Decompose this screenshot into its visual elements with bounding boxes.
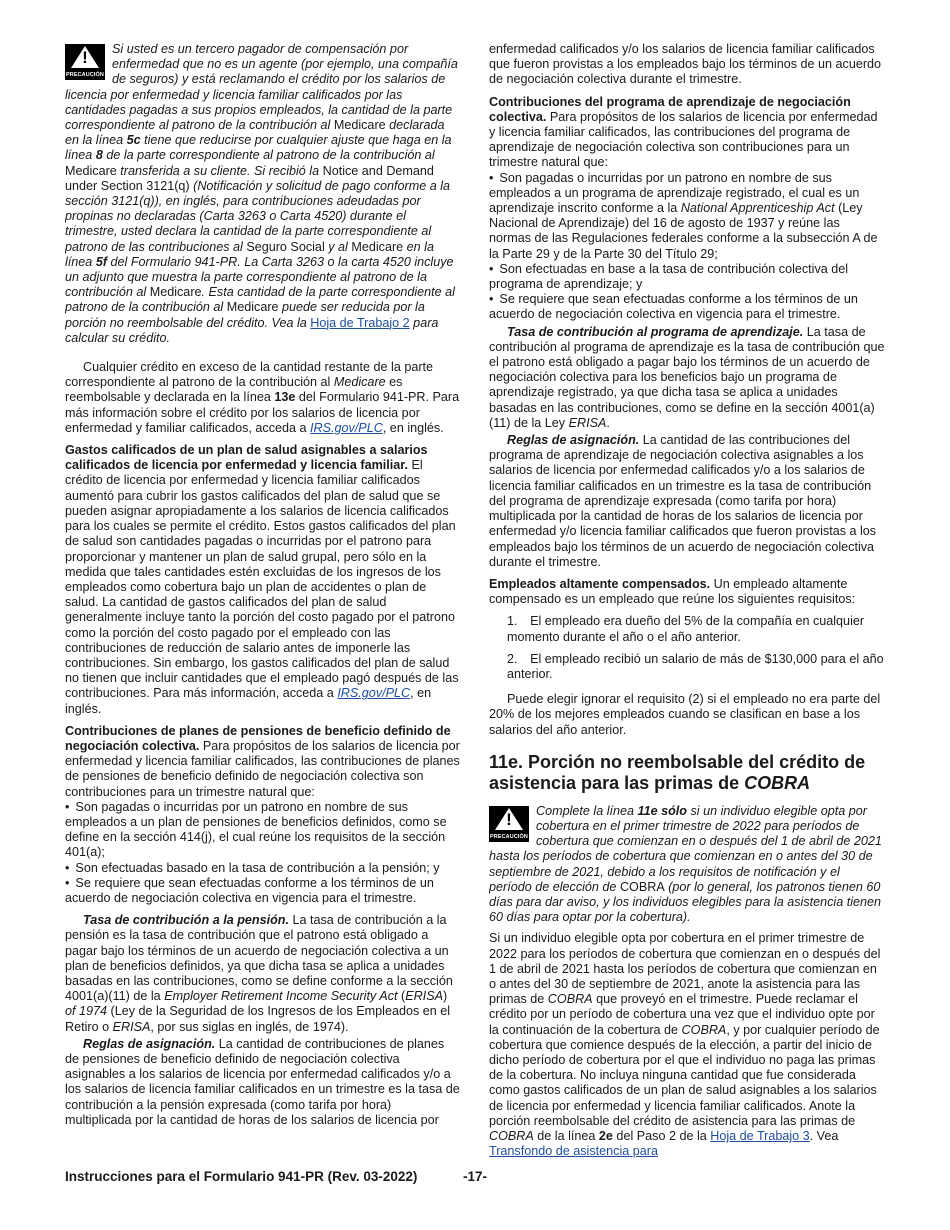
footer-title: Instrucciones para el Formulario 941-PR (Rev. 03-2022) (65, 1169, 418, 1184)
worksheet-3-link[interactable]: Hoja de Trabajo 3 (710, 1129, 810, 1143)
page-number: -17- (463, 1169, 488, 1184)
list-item: • Son pagadas o incurridas por un patrono en nombre de sus empleados a un plan de pensiones de beneficios definidos, como se define en la sección 414(j), el cual reúne los requisitos de la sección 401(a); (65, 799, 447, 860)
apprenticeship-bullet-list (489, 171, 885, 323)
paragraph-apprenticeship: Contribuciones del programa de aprendizaje de negociación colectiva. Para propósitos de los salarios de licencia por enfermedad y licencia familiar calificados, las contribuciones del programa de aprendizaje de negociación colectiva son contribuciones para un trimestre natural que: (489, 94, 878, 170)
paragraph-pension-rate: Tasa de contribución a la pensión. La tasa de contribución a la pensión es la tasa de contribución que el patrono está obligado a pagar bajo los términos de un acuerdo de negociación colectiva a un plan de beneficios definidos, ya que dicha tasa se aplica a unidades basadas en las contribuciones, como se define conforme a la sección 4001(a)(11) de la Employer Retirement Income Security Act (ERISA) of 1974 (Ley de la Seguridad de los Ingresos de los Empleados en el Retiro o ERISA, por sus siglas en inglés, de 1974). (65, 913, 453, 1034)
requirement-2: 2. El empleado recibió un salario de más de $130,000 para el año anterior. (507, 651, 884, 681)
paragraph-pension: Contribuciones de planes de pensiones de beneficio definido de negociación colectiva. Para propósitos de los salarios de licencia por enfermedad y licencia familiar calificados, las contribuciones de planes de pensiones de beneficio definido de negociación colectiva son contribuciones para un trimestre natural que: (65, 723, 460, 799)
worksheet-2-link[interactable]: Hoja de Trabajo 2 (310, 315, 410, 330)
irs-plc-link-2[interactable]: IRS.gov/PLC (337, 686, 411, 701)
paragraph-health-plan: Gastos calificados de un plan de salud asignables a salarios calificados de licencia por enfermedad y licencia familiar. El crédito de licencia por enfermedad y licencia familiar calificados aumentó para cubrir los gastos calificados del plan de salud que se pueden asignar apropiadamente a los salarios de licencia calificados para los cuales se permite el crédito. Estos gastos calificados del plan de salud son cantidades pagadas o incurridas por el patrono para proporcionar y mantener un plan de salud grupal, pero sólo en la medida que tales cantidades estén excluidas de los ingresos de los empleados como cobertura bajo un plan de accidentes o plan de salud. La cantidad de gastos calificados del plan de salud generalmente incluye tanto la porción del costo pagado por el patrono como la porción del costo pagado por el empleado con las contribuciones de reducción de salario antes de imponerle las contribuciones. Sin embargo, los gastos calificados del plan de salud no tienen que incluir cantidades que el empleado pagó después de las contribuciones. Para más información, acceda a IRS.gov/PLC, en inglés. (65, 443, 459, 716)
list-item: • Son efectuadas en base a la tasa de contribución colectiva del programa de aprendizaje; y (489, 261, 849, 292)
caution-icon: ! PRECAUCIÓN (65, 44, 105, 80)
caution-note-third-party: ! PRECAUCIÓN Si usted es un tercero pagador de compensación por enfermedad que no es un agente (por ejemplo, una compañía de seguros) y está reclamando el crédito por los salarios de licencia por enfermedad y licencia familiar calificados por las cantidades pagadas a sus propios empleados, la cantidad de la parte correspondiente al patrono de la contribución al Medicare declarada en la línea 5c tiene que reducirse por cualquier ajuste que haga en la línea 8 de la parte correspondiente al patrono de la contribución al Medicare transferida a su cliente. Si recibió la Notice and Demand under Section 3121(q) (Notificación y solicitud de pago conforme a la sección 3121(q)), en inglés, para contribuciones adeudadas por propinas no declaradas (Carta 3263 o Carta 4520) durante el trimestre, usted declara la cantidad de la parte correspondiente al patrono de las contribuciones al Seguro Social y al Medicare en la línea 5f del Formulario 941-PR. La Carta 3263 o la carta 4520 incluye un adjunto que muestra la parte correspondiente al patrono de la contribución al Medicare. Esta cantidad de la parte correspondiente al patrono de la contribución al Medicare puede ser reducida por la porción no reembolsable del crédito. Vea la Hoja de Trabajo 2 para calcular su crédito. (65, 42, 458, 345)
caution-note-cobra: ! PRECAUCIÓN Complete la línea 11e sólo si un individuo elegible opta por cobertura en el primer trimestre de 2022 para períodos de cobertura que comienzan en o después del 1 de abril de 2021 hasta los períodos de cobertura que comienzan en o antes del 30 de septiembre de 2021, debido a los requisitos de notificación y el período de elección de COBRA (por lo general, los patronos tienen 60 días para dar aviso, y los individuos elegibles para la asistencia tienen 60 días para optar por la cobertura). (489, 803, 882, 925)
section-heading-11e: 11e. Porción no reembolsable del crédito de asistencia para las primas de COBRA (489, 751, 866, 793)
right-column (489, 42, 885, 1166)
paragraph-highly-compensated: Empleados altamente compensados. Un empleado altamente compensado es un empleado que reúne los siguientes requisitos: (489, 576, 856, 607)
cobra-background-link[interactable]: Transfondo de asistencia para (489, 1144, 658, 1159)
paragraph-ignore-requirement: Puede elegir ignorar el requisito (2) si el empleado no era parte del 20% de los mejores empleados cuando se clasifican en base a los salarios del año anterior. (489, 692, 881, 737)
list-item: • Se requiere que sean efectuadas conforme a los términos de un acuerdo de negociación colectiva en vigencia para el trimestre. (489, 292, 858, 322)
paragraph-apprenticeship-rate: Tasa de contribución al programa de aprendizaje. La tasa de contribución al programa de aprendizaje es la tasa de contribución que el patrono está obligado a pagar bajo los términos de un acuerdo de negociación colectiva para los beneficios bajo un programa de aprendizaje registrado, ya que dicha tasa se aplica a unidades basadas en las contribuciones, como se define en la sección 4001(a)(11) de la Ley ERISA. (489, 324, 885, 430)
paragraph-cobra-credit: Si un individuo elegible opta por cobertura en el primer trimestre de 2022 para los períodos de cobertura que comienzan en o después del 1 de abril de 2021 hasta los períodos de cobertura que comienzan en o antes del 30 de septiembre de 2021, anote la asistencia para las primas de COBRA que proveyó en el trimestre. Puede reclamar el crédito por un período de cobertura una vez que el individuo opte por la continuación de la cobertura de COBRA, y por cualquier período de cobertura que comience después de la elección, a partir del inicio de dicho período de cobertura por el que el individuo no paga las primas de la cobertura. No incluya ninguna cantidad que fue considerada como gastos calificados de un plan de salud asignables a los salarios de licencia por enfermedad y licencia familiar calificados. Anote la porción reembolsable del crédito de asistencia para las primas de COBRA de la línea 2e del Paso 2 de la Hoja de Trabajo 3. Vea Transfondo de asistencia para (489, 931, 881, 1159)
pension-bullet-list (65, 800, 461, 906)
paragraph-allocation-rules: Reglas de asignación. La cantidad de contribuciones de planes de pensiones de beneficio definido de negociación colectiva asignables a los salarios de licencia por enfermedad calificados y/o a los salarios de licencia familiar calificados en un trimestre es la tasa de contribución a la pensión expresada (como tarifa por hora) multiplicada por la cantidad de horas de los salarios de licencia por (65, 1036, 460, 1127)
paragraph-excess-credit: Cualquier crédito en exceso de la cantidad restante de la parte correspondiente al patrono de la contribución al Medicare es reembolsable y declarada en la línea 13e del Formulario 941-PR. Para más información sobre el crédito por los salarios de licencia por enfermedad y familiar calificados, acceda a IRS.gov/PLC, en inglés. (65, 360, 460, 435)
caution-icon: ! PRECAUCIÓN (489, 806, 529, 842)
list-item: • Son pagadas o incurridas por un patrono en nombre de sus empleados a un programa de aprendizaje registrado, el cual es un aprendizaje inscrito conforme a la National Apprenticeship Act (Ley Nacional de Aprendizaje) del 16 de agosto de 1937 y reúne las normas de las Regulaciones federales conforme a la subsección A de la Parte 29 y de la Parte 30 del Título 29; (489, 170, 878, 261)
left-column (65, 42, 461, 1135)
paragraph-allocation-rules-2: Reglas de asignación. La cantidad de las contribuciones del programa de aprendizaje de negociación colectiva asignables a los salarios de licencia por enfermedad calificados y/o a los salarios de licencia familiar calificados en un trimestre es la tasa de contribución del programa de aprendizaje expresada (como tarifa por hora) multiplicada por la cantidad de horas de los salarios de licencia por enfermedad y/o licencia familiar calificados que fueron provistas a los empleados bajo los términos de un acuerdo de negociación colectiva durante el trimestre. (489, 433, 877, 569)
requirement-1: 1. El empleado era dueño del 5% de la compañía en cualquier momento durante el año o el año anterior. (507, 614, 865, 644)
list-item: • Se requiere que sean efectuadas conforme a los términos de un acuerdo de negociación colectiva en vigencia para el trimestre. (65, 875, 434, 905)
list-item: • Son efectuadas basado en la tasa de contribución a la pensión; y (65, 860, 440, 875)
paragraph-continued: enfermedad calificados y/o los salarios de licencia familiar calificados que fueron provistas a los empleados bajo los términos de un acuerdo de negociación colectiva durante el trimestre. (489, 42, 882, 87)
irs-plc-link[interactable]: IRS.gov/PLC (310, 420, 383, 435)
